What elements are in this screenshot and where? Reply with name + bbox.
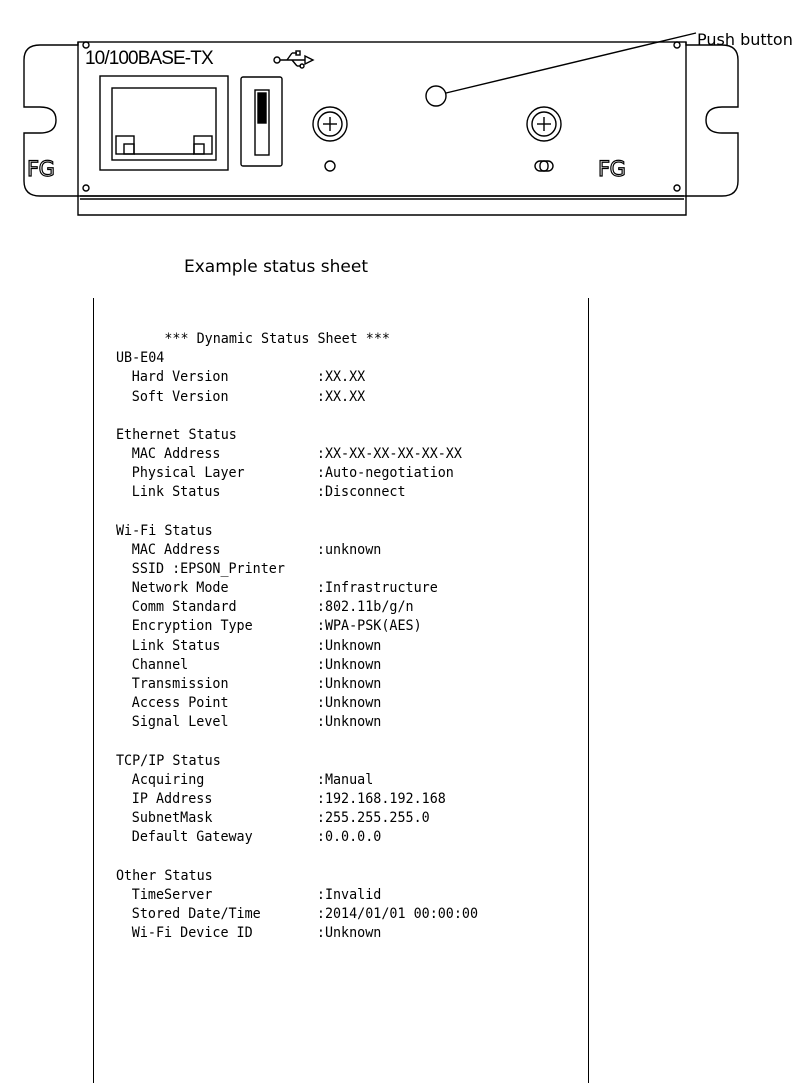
status-key: Link Status <box>131 484 221 501</box>
status-row: Access Point :Unknown <box>116 694 478 713</box>
status-value: 192.168.192.168 <box>324 790 446 807</box>
status-sheet <box>93 298 589 1083</box>
status-row: Physical Layer :Auto-negotiation <box>116 464 478 483</box>
status-value: Unknown <box>324 925 382 942</box>
status-value: Infrastructure <box>324 580 438 597</box>
status-value: 802.11b/g/n <box>324 599 414 616</box>
status-key: TimeServer <box>131 886 213 903</box>
status-row: Link Status :Disconnect <box>116 483 478 502</box>
status-key: Physical Layer <box>131 465 245 482</box>
push-button-label: Push button <box>697 30 793 49</box>
status-key: Signal Level <box>131 714 229 731</box>
status-key: MAC Address <box>131 541 221 558</box>
status-row: Channel :Unknown <box>116 656 478 675</box>
status-row: Soft Version :XX.XX <box>116 388 478 407</box>
status-key: Channel <box>131 656 189 673</box>
screw-icon <box>313 107 347 171</box>
status-row: Default Gateway :0.0.0.0 <box>116 828 478 847</box>
section-heading: Ethernet Status <box>116 426 237 443</box>
caption: Example status sheet <box>184 257 369 277</box>
status-value: EPSON_Printer <box>180 560 285 577</box>
push-button-icon <box>426 33 696 106</box>
status-key: Soft Version <box>131 388 229 405</box>
status-key: IP Address <box>131 790 213 807</box>
status-key: MAC Address <box>131 445 221 462</box>
status-key: Comm Standard <box>131 599 237 616</box>
screw-icon <box>527 107 561 171</box>
status-row: Comm Standard :802.11b/g/n <box>116 598 478 617</box>
fg-label-left: FG <box>27 157 55 181</box>
status-value: Unknown <box>324 695 382 712</box>
status-value: XX.XX <box>324 369 366 386</box>
status-key: Encryption Type <box>131 618 253 635</box>
status-value: XX-XX-XX-XX-XX-XX <box>324 445 462 462</box>
interface-panel-diagram <box>0 0 807 250</box>
status-key: Hard Version <box>131 369 229 386</box>
status-row: MAC Address :unknown <box>116 541 478 560</box>
status-value: 2014/01/01 00:00:00 <box>324 905 479 922</box>
status-key: SSID <box>131 560 165 577</box>
status-value: Unknown <box>324 676 382 692</box>
status-row: Signal Level :Unknown <box>116 713 478 732</box>
section-gap <box>116 407 478 426</box>
section-gap <box>116 733 478 752</box>
status-row: Hard Version :XX.XX <box>116 368 478 387</box>
status-key: Acquiring <box>131 771 205 788</box>
usb-port-icon <box>241 77 282 166</box>
section-heading: UB-E04 <box>116 350 165 367</box>
status-value: WPA-PSK(AES) <box>324 618 422 635</box>
status-value: Invalid <box>324 886 382 903</box>
status-row: Stored Date/Time :2014/01/01 00:00:00 <box>116 905 478 924</box>
status-key: Stored Date/Time <box>131 905 261 922</box>
status-value: Auto-negotiation <box>324 465 454 482</box>
status-row: Link Status :Unknown <box>116 637 478 656</box>
usb-icon <box>274 51 313 68</box>
status-value: 255.255.255.0 <box>324 810 430 827</box>
status-value: Unknown <box>324 714 382 731</box>
port-model-label: 10/100BASE-TX <box>85 48 213 69</box>
status-row: Transmission :Unknown <box>116 675 478 694</box>
status-key: Access Point <box>131 695 229 712</box>
fg-label-right: FG <box>598 157 626 181</box>
section-heading: Other Status <box>116 867 213 884</box>
sheet-title: *** Dynamic Status Sheet *** <box>164 331 390 347</box>
status-row: Acquiring :Manual <box>116 771 478 790</box>
ethernet-port-icon <box>100 76 228 170</box>
status-row: MAC Address :XX-XX-XX-XX-XX-XX <box>116 445 478 464</box>
section-gap <box>116 848 478 867</box>
status-row: Network Mode :Infrastructure <box>116 579 478 598</box>
status-key: Transmission <box>131 676 229 692</box>
status-key: Wi-Fi Device ID <box>131 925 253 942</box>
status-row: TimeServer :Invalid <box>116 886 478 905</box>
status-value: 0.0.0.0 <box>324 829 382 846</box>
status-value: Unknown <box>324 656 382 673</box>
status-row: SSID :EPSON_Printer <box>131 560 285 577</box>
section-heading: TCP/IP Status <box>116 752 221 769</box>
status-row: Wi-Fi Device ID :Unknown <box>116 924 478 943</box>
status-value: unknown <box>324 541 382 558</box>
status-key: SubnetMask <box>131 810 213 827</box>
status-sheet-body <box>116 330 478 943</box>
section-gap <box>116 503 478 522</box>
status-value: XX.XX <box>324 388 366 405</box>
section-heading: Wi-Fi Status <box>116 522 213 539</box>
status-value: Manual <box>324 771 374 788</box>
status-key: Link Status <box>131 637 221 654</box>
status-row: Encryption Type :WPA-PSK(AES) <box>116 617 478 636</box>
status-key: Network Mode <box>131 580 229 597</box>
status-key: Default Gateway <box>131 829 253 846</box>
status-row: SubnetMask :255.255.255.0 <box>116 809 478 828</box>
status-value: Disconnect <box>324 484 406 501</box>
status-value: Unknown <box>324 637 382 654</box>
status-row: IP Address :192.168.192.168 <box>116 790 478 809</box>
